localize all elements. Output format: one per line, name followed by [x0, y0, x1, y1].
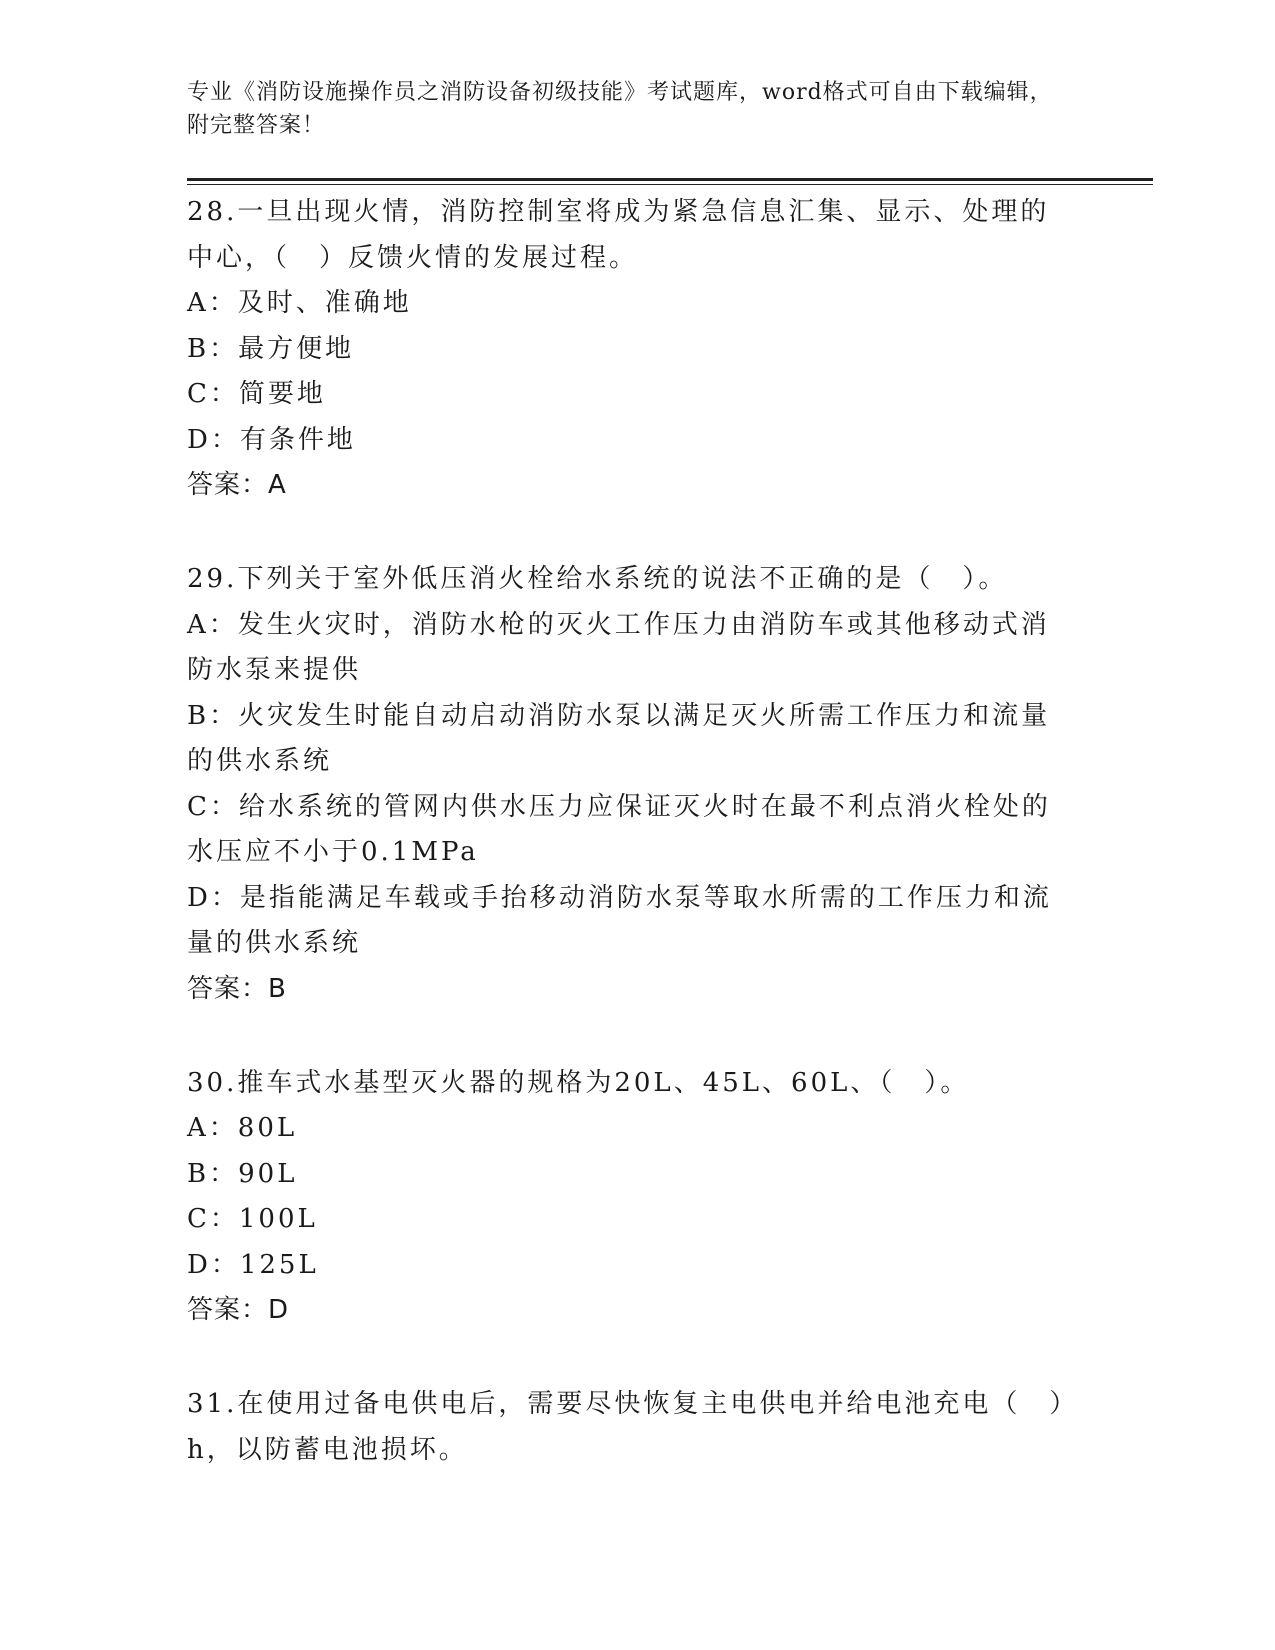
option-b: B：最方便地 — [187, 333, 355, 364]
question-29 — [187, 557, 1067, 1011]
answer-value: A — [268, 470, 287, 500]
option-b: B：火灾发生时能自动启动消防水泵以满足灭火所需工作压力和流量的供水系统 — [187, 700, 1051, 776]
answer-label: 答案： — [187, 1295, 269, 1325]
answer-line — [187, 463, 1067, 507]
answer-label: 答案： — [187, 470, 269, 500]
option-a: A：80L — [187, 1113, 298, 1143]
question-30 — [187, 1061, 1067, 1333]
header-rule-thin — [187, 184, 1153, 185]
question-stem: 29.下列关于室外低压消火栓给水系统的说法不正确的是（ ）。 — [187, 564, 1008, 594]
option-c: C：给水系统的管网内供水压力应保证灭火时在最不利点消火栓处的水压应不小于0.1MPa — [187, 791, 1051, 867]
answer-line — [187, 967, 1067, 1011]
option-c: C：100L — [187, 1204, 318, 1234]
option-a: A：及时、准确地 — [187, 288, 412, 318]
question-stem: 31.在使用过备电供电后，需要尽快恢复主电供电并给电池充电（ ）h，以防蓄电池损坏。 — [187, 1389, 1066, 1465]
question-31 — [187, 1382, 1067, 1473]
document-header: 专业《消防设施操作员之消防设备初级技能》考试题库，word格式可自由下载编辑，附完整答案！ — [187, 80, 1053, 138]
option-b: B：90L — [187, 1158, 298, 1189]
answer-label: 答案： — [187, 973, 269, 1004]
question-28 — [187, 190, 1067, 507]
question-stem: 28.一旦出现火情，消防控制室将成为紧急信息汇集、显示、处理的中心，（ ）反馈火情的发展过程。 — [187, 197, 1050, 273]
option-a: A：发生火灾时，消防水枪的灭火工作压力由消防车或其他移动式消防水泵来提供 — [187, 609, 1050, 685]
answer-value: B — [268, 973, 287, 1004]
answer-value: D — [268, 1295, 290, 1325]
question-list — [187, 190, 1067, 1523]
answer-line — [187, 1288, 1067, 1332]
option-c: C：简要地 — [187, 379, 326, 409]
option-d: D：是指能满足车载或手抬移动消防水泵等取水所需的工作压力和流量的供水系统 — [187, 882, 1052, 958]
header-rule-thick — [187, 178, 1153, 181]
option-d: D：有条件地 — [187, 424, 356, 455]
option-d: D：125L — [187, 1249, 319, 1280]
question-stem: 30.推车式水基型灭火器的规格为20L、45L、60L、（ ）。 — [187, 1067, 970, 1098]
